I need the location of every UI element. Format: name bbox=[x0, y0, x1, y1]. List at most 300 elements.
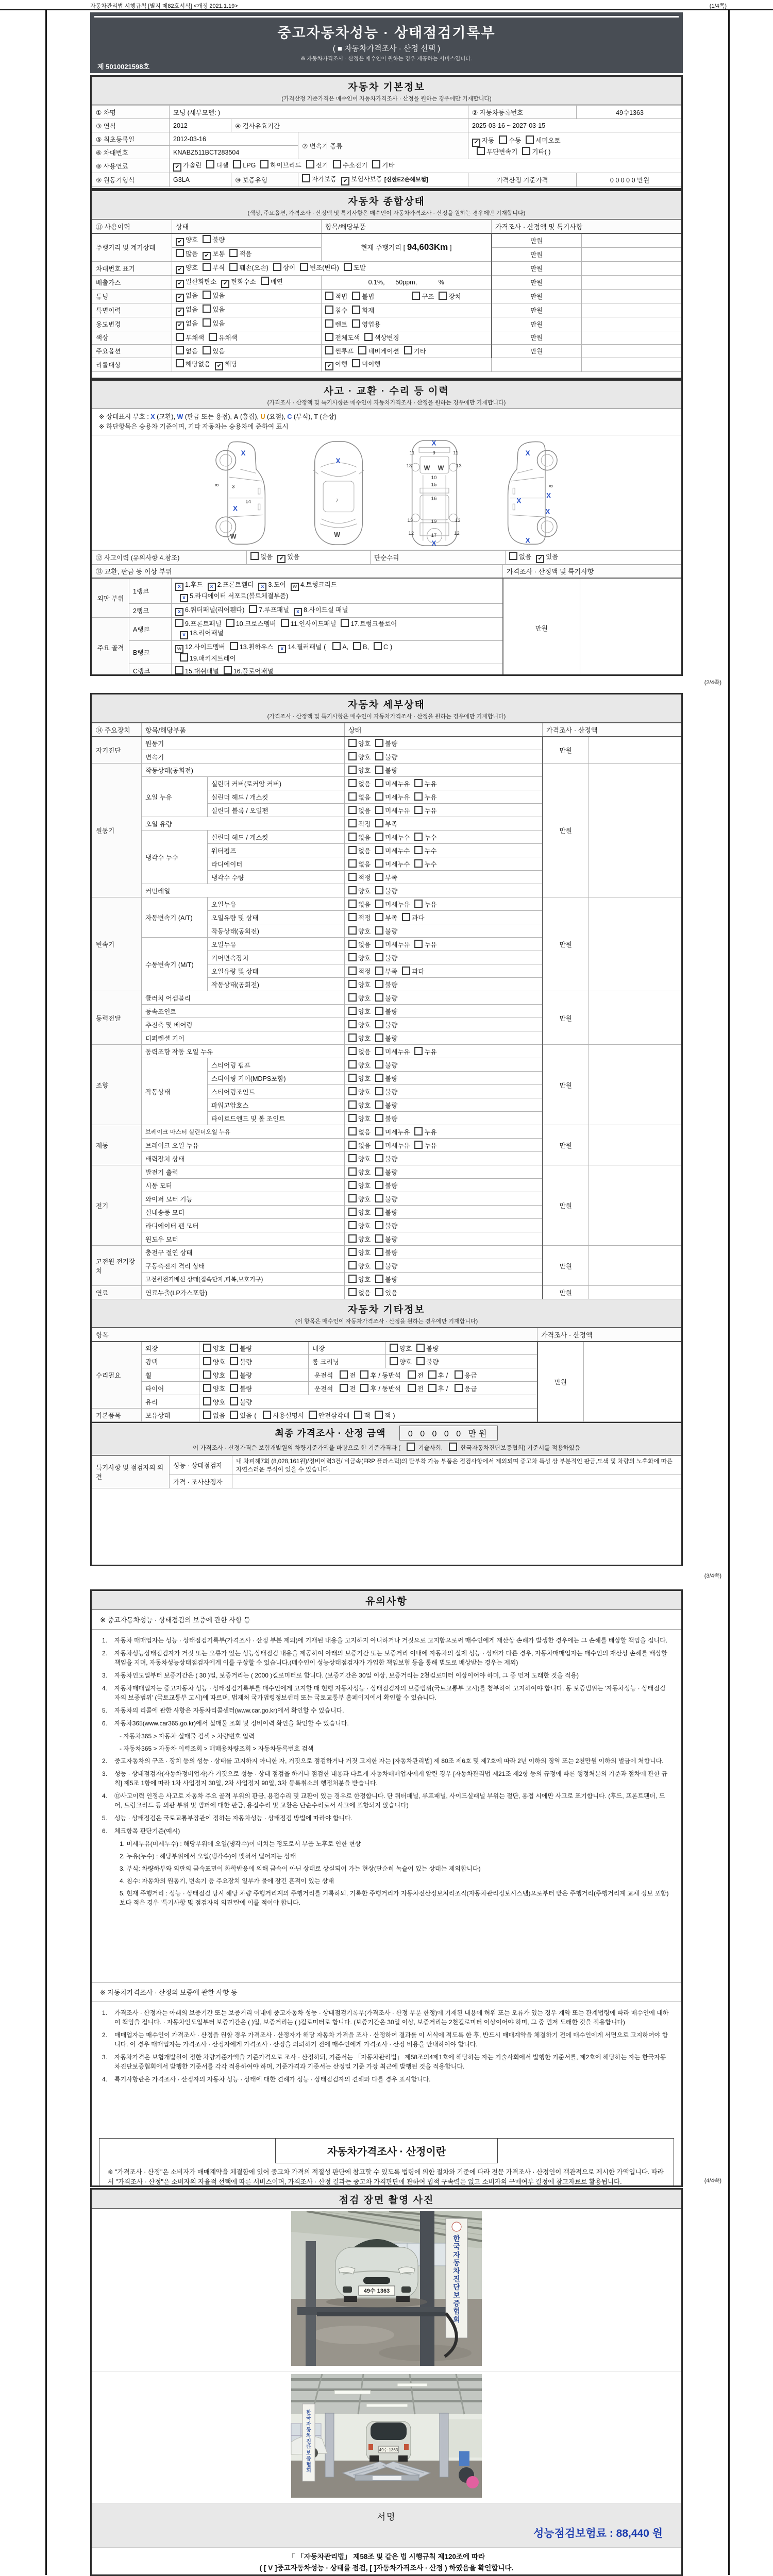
cell: 2012-03-16 bbox=[170, 132, 298, 146]
checkbox[interactable] bbox=[325, 292, 333, 300]
checkbox[interactable]: x bbox=[278, 645, 286, 653]
checkbox[interactable] bbox=[509, 552, 517, 560]
checkbox[interactable] bbox=[414, 859, 423, 868]
checkbox[interactable] bbox=[230, 1411, 238, 1419]
checkbox[interactable] bbox=[176, 333, 184, 341]
checkbox-label: 없음 bbox=[358, 807, 371, 815]
checkbox[interactable] bbox=[341, 619, 349, 627]
checkbox[interactable] bbox=[375, 1127, 383, 1136]
checkbox[interactable] bbox=[375, 792, 383, 801]
checkbox[interactable] bbox=[416, 1357, 425, 1365]
checkbox[interactable]: ✔ bbox=[176, 266, 184, 274]
notice-item bbox=[102, 1636, 671, 1645]
checkbox[interactable] bbox=[348, 1248, 357, 1256]
checkbox-label: 불량 bbox=[385, 994, 398, 1002]
checkbox[interactable] bbox=[226, 619, 234, 627]
checkbox[interactable] bbox=[300, 263, 308, 271]
checkbox[interactable] bbox=[375, 1234, 383, 1243]
checkbox[interactable] bbox=[230, 1397, 238, 1405]
checkbox[interactable] bbox=[414, 1047, 423, 1055]
cell: 등속조인트 bbox=[142, 1005, 345, 1018]
checkbox[interactable] bbox=[375, 833, 383, 841]
checkbox[interactable] bbox=[402, 967, 410, 975]
checkbox[interactable] bbox=[260, 160, 268, 168]
checkbox[interactable]: x bbox=[175, 608, 183, 616]
checkbox-label: 유채색 bbox=[219, 334, 238, 342]
checkbox[interactable]: x bbox=[180, 631, 188, 639]
table-row bbox=[92, 289, 683, 303]
checkbox[interactable]: x bbox=[208, 583, 216, 591]
checkbox[interactable] bbox=[203, 1384, 211, 1392]
checkbox[interactable] bbox=[402, 913, 410, 921]
cell bbox=[172, 358, 322, 371]
checkbox[interactable] bbox=[203, 1370, 211, 1379]
checkbox[interactable] bbox=[348, 873, 357, 881]
checkbox[interactable] bbox=[348, 859, 357, 868]
checkbox[interactable] bbox=[375, 967, 383, 975]
checkbox[interactable] bbox=[375, 886, 383, 894]
checkbox[interactable] bbox=[176, 359, 184, 367]
checkbox[interactable] bbox=[375, 859, 383, 868]
checkbox[interactable] bbox=[348, 1194, 357, 1202]
checkbox[interactable] bbox=[375, 1181, 383, 1189]
checkbox[interactable] bbox=[176, 249, 184, 257]
checkbox[interactable] bbox=[414, 940, 423, 948]
checkbox[interactable] bbox=[348, 792, 357, 801]
checkbox[interactable] bbox=[375, 739, 383, 747]
text: ( bbox=[324, 643, 326, 651]
cell bbox=[172, 303, 322, 317]
checkbox[interactable] bbox=[348, 980, 357, 988]
checkbox[interactable] bbox=[348, 846, 357, 854]
table-row bbox=[92, 358, 683, 371]
checkbox[interactable] bbox=[344, 263, 352, 271]
table bbox=[92, 723, 683, 1299]
checkbox[interactable] bbox=[352, 359, 360, 367]
checkbox[interactable] bbox=[348, 926, 357, 935]
photo-front-illustration bbox=[291, 2211, 482, 2366]
checkbox[interactable] bbox=[414, 1127, 423, 1136]
cell: 연료 bbox=[92, 1286, 142, 1299]
cell bbox=[199, 1382, 309, 1395]
checkbox[interactable] bbox=[374, 642, 382, 650]
checkbox[interactable] bbox=[348, 1127, 357, 1136]
checkbox[interactable] bbox=[263, 1411, 271, 1419]
checkbox[interactable] bbox=[348, 1033, 357, 1042]
checkbox[interactable] bbox=[332, 642, 341, 650]
checkbox[interactable] bbox=[348, 1154, 357, 1162]
checkbox[interactable] bbox=[375, 1194, 383, 1202]
checkbox[interactable] bbox=[348, 886, 357, 894]
checkbox[interactable] bbox=[348, 1047, 357, 1055]
cell: 작동상태(공회전) bbox=[208, 924, 345, 938]
overall-state-header bbox=[92, 191, 681, 219]
checkbox[interactable] bbox=[375, 900, 383, 908]
checkbox[interactable]: ✔ bbox=[325, 362, 333, 370]
checkbox[interactable] bbox=[348, 993, 357, 1002]
cell bbox=[345, 951, 543, 964]
checkbox[interactable] bbox=[375, 1114, 383, 1122]
checkbox-label: 양호 bbox=[358, 753, 371, 761]
text: / bbox=[446, 1371, 448, 1379]
checkbox[interactable] bbox=[249, 605, 257, 613]
checkbox[interactable] bbox=[449, 1443, 457, 1451]
checkbox[interactable] bbox=[375, 846, 383, 854]
checkbox[interactable] bbox=[348, 953, 357, 961]
checkbox[interactable] bbox=[390, 1357, 398, 1365]
checkbox[interactable] bbox=[375, 873, 383, 881]
checkbox[interactable] bbox=[348, 1074, 357, 1082]
checkbox-label: 양호 bbox=[213, 1371, 226, 1379]
checkbox[interactable]: x bbox=[180, 594, 188, 602]
checkbox[interactable] bbox=[325, 346, 333, 354]
checkbox[interactable] bbox=[428, 1384, 436, 1392]
column-header: 가격조사 · 산정액 bbox=[543, 723, 683, 737]
final-price-label: 최종 가격조사 · 산정 금액 bbox=[275, 1428, 386, 1438]
checkbox[interactable] bbox=[273, 263, 281, 271]
cell bbox=[582, 289, 683, 303]
section-basic-info bbox=[90, 75, 683, 190]
checkbox[interactable]: x bbox=[294, 608, 302, 616]
checkbox[interactable] bbox=[375, 752, 383, 760]
checkbox[interactable] bbox=[348, 1087, 357, 1095]
checkbox[interactable] bbox=[209, 333, 217, 341]
checkbox[interactable] bbox=[176, 346, 184, 354]
checkbox[interactable] bbox=[414, 1141, 423, 1149]
text: X bbox=[150, 413, 155, 420]
checkbox[interactable] bbox=[230, 1344, 238, 1352]
column-header: 항목/해당부품 bbox=[322, 220, 492, 233]
checkbox[interactable] bbox=[354, 1411, 362, 1419]
checkbox[interactable] bbox=[203, 291, 211, 299]
cell: ⑤ 최초등록일 bbox=[92, 132, 170, 146]
checkbox-label: 양호 bbox=[358, 767, 371, 774]
checkbox[interactable] bbox=[375, 779, 383, 787]
checkbox[interactable] bbox=[375, 1275, 383, 1283]
checkbox[interactable] bbox=[340, 1384, 348, 1392]
checkbox[interactable]: ✔ bbox=[472, 139, 480, 147]
checkbox[interactable] bbox=[412, 292, 420, 300]
checkbox[interactable] bbox=[375, 913, 383, 921]
checkbox[interactable] bbox=[522, 147, 530, 155]
text: W bbox=[177, 413, 183, 420]
checkbox[interactable] bbox=[348, 1275, 357, 1283]
checkbox[interactable] bbox=[348, 940, 357, 948]
checkbox[interactable] bbox=[325, 319, 333, 328]
checkbox[interactable] bbox=[375, 1221, 383, 1229]
checkbox-label: 부족 bbox=[385, 820, 398, 828]
price-survey-definition-title: 자동차가격조사 · 산정이란 bbox=[275, 2138, 498, 2163]
checkbox[interactable] bbox=[180, 653, 188, 662]
checkbox[interactable] bbox=[348, 819, 357, 827]
car-diagram-v4 bbox=[497, 438, 564, 548]
checkbox[interactable] bbox=[428, 1370, 436, 1379]
lift-post-left bbox=[306, 2241, 316, 2366]
checkbox[interactable] bbox=[348, 1261, 357, 1269]
notice-subitem: 1. 미세누유(미세누수) : 해당부위에 오일(냉각수)이 비치는 정도로서 부품 노후로 인한 현상 bbox=[120, 1840, 361, 1848]
checkbox-label: 불량 bbox=[385, 1209, 398, 1216]
checkbox[interactable] bbox=[352, 319, 360, 328]
checkbox-label: 불량 bbox=[240, 1385, 253, 1393]
checkbox[interactable]: ✔ bbox=[176, 294, 184, 302]
checkbox-label: 미세누유 bbox=[385, 793, 410, 801]
checkbox[interactable] bbox=[348, 752, 357, 760]
checkbox[interactable] bbox=[325, 333, 333, 341]
checkbox[interactable] bbox=[348, 766, 357, 774]
checkbox[interactable] bbox=[348, 900, 357, 908]
checkbox[interactable] bbox=[375, 1047, 383, 1055]
checkbox[interactable] bbox=[360, 1384, 368, 1392]
checkbox[interactable]: ✔ bbox=[176, 280, 184, 288]
checkbox-label: 잭 bbox=[364, 1412, 371, 1419]
checkbox[interactable] bbox=[375, 1020, 383, 1028]
checkbox[interactable] bbox=[375, 1060, 383, 1069]
text: (판금 또는 용접), bbox=[183, 413, 234, 420]
panel-number: 7 bbox=[335, 497, 339, 503]
checkbox[interactable] bbox=[375, 1074, 383, 1082]
checkbox[interactable]: w bbox=[175, 645, 183, 653]
checkbox[interactable] bbox=[348, 1234, 357, 1243]
checkbox-label: 적정 bbox=[358, 820, 371, 828]
checkbox[interactable] bbox=[375, 766, 383, 774]
checkbox[interactable] bbox=[229, 249, 238, 257]
damage-mark-w: W bbox=[438, 464, 444, 472]
regulation-note: 자동차관리법 시행규칙 [별지 제82호서식] <개정 2021.1.19> bbox=[90, 3, 238, 9]
checkbox[interactable] bbox=[414, 779, 423, 787]
checkbox[interactable] bbox=[375, 1007, 383, 1015]
cell bbox=[345, 764, 543, 777]
checkbox[interactable] bbox=[526, 135, 534, 144]
checkbox[interactable] bbox=[175, 666, 183, 674]
checkbox[interactable] bbox=[348, 1020, 357, 1028]
checkbox[interactable] bbox=[375, 806, 383, 814]
checkbox[interactable] bbox=[408, 1370, 416, 1379]
checkbox[interactable] bbox=[348, 1060, 357, 1069]
checkbox[interactable] bbox=[348, 739, 357, 747]
cell: 만원 bbox=[503, 578, 580, 676]
checkbox[interactable]: x bbox=[258, 583, 266, 591]
checkbox[interactable] bbox=[416, 1344, 425, 1352]
checkbox[interactable] bbox=[499, 135, 507, 144]
checkbox[interactable] bbox=[230, 642, 238, 650]
checkbox[interactable] bbox=[325, 306, 333, 314]
checkbox[interactable] bbox=[375, 980, 383, 988]
checkbox[interactable] bbox=[414, 833, 423, 841]
checkbox[interactable] bbox=[404, 346, 412, 354]
checkbox[interactable] bbox=[203, 1397, 211, 1405]
checkbox-label: 미세누수 bbox=[385, 847, 410, 855]
cell bbox=[345, 1139, 543, 1152]
checkbox[interactable] bbox=[375, 1154, 383, 1162]
checkbox[interactable] bbox=[348, 1100, 357, 1109]
cell bbox=[582, 261, 683, 275]
checkbox[interactable] bbox=[375, 1033, 383, 1042]
checkbox[interactable]: ✔ bbox=[173, 163, 181, 172]
table-row bbox=[92, 220, 683, 233]
checkbox[interactable] bbox=[372, 160, 380, 168]
checkbox[interactable]: x bbox=[175, 583, 183, 591]
checkbox[interactable] bbox=[390, 1344, 398, 1352]
checkbox[interactable] bbox=[348, 1114, 357, 1122]
checkbox[interactable] bbox=[203, 235, 211, 243]
checkbox[interactable] bbox=[340, 1370, 348, 1379]
checkbox[interactable] bbox=[375, 1100, 383, 1109]
cell: 원동기 bbox=[142, 737, 345, 750]
checkbox[interactable]: ✔ bbox=[176, 238, 184, 246]
checkbox[interactable]: ✔ bbox=[176, 308, 184, 316]
checkbox-label: 후 bbox=[370, 1371, 377, 1379]
license-plate-text: 49수 1363 bbox=[363, 2288, 390, 2294]
checkbox[interactable] bbox=[230, 1357, 238, 1365]
checkbox[interactable] bbox=[306, 160, 314, 168]
checkbox[interactable] bbox=[230, 1370, 238, 1379]
checkbox[interactable]: ✔ bbox=[277, 555, 285, 563]
cell: 튜닝 bbox=[92, 289, 172, 303]
text: (부식), bbox=[292, 413, 314, 420]
checkbox[interactable] bbox=[233, 160, 241, 168]
checkbox[interactable] bbox=[414, 806, 423, 814]
cell: 커먼레일 bbox=[142, 884, 345, 897]
checkbox[interactable] bbox=[358, 346, 366, 354]
checkbox[interactable] bbox=[414, 900, 423, 908]
checkbox[interactable] bbox=[333, 160, 341, 168]
checkbox[interactable] bbox=[348, 833, 357, 841]
cell: 충전구 절연 상태 bbox=[142, 1246, 345, 1259]
checkbox[interactable] bbox=[439, 292, 447, 300]
cell bbox=[345, 1125, 543, 1139]
cell bbox=[345, 964, 543, 978]
checkbox[interactable]: ✔ bbox=[536, 555, 544, 563]
checkbox[interactable] bbox=[375, 1141, 383, 1149]
damage-mark-x: X bbox=[545, 507, 550, 515]
checkbox[interactable] bbox=[203, 1357, 211, 1365]
checkbox-label: 누유 bbox=[424, 1048, 437, 1056]
table-row bbox=[92, 261, 683, 275]
checkbox-label: 없음 bbox=[519, 553, 532, 561]
checkbox-label: 없음 bbox=[186, 319, 198, 327]
checkbox[interactable] bbox=[229, 263, 238, 271]
checkbox[interactable] bbox=[348, 1007, 357, 1015]
page-marker-3: (3/4쪽) bbox=[704, 1573, 721, 1579]
checkbox[interactable] bbox=[352, 292, 360, 300]
checkbox[interactable] bbox=[455, 1370, 463, 1379]
checkbox[interactable]: ✔ bbox=[221, 280, 229, 288]
checkbox[interactable]: w bbox=[291, 583, 299, 591]
checkbox-label: 불량 bbox=[385, 927, 398, 935]
checkbox[interactable]: ✔ bbox=[176, 321, 184, 330]
cell: 실린더 블록 / 오일팬 bbox=[208, 804, 345, 817]
checkbox[interactable]: ✔ bbox=[203, 252, 211, 260]
checkbox[interactable] bbox=[302, 174, 310, 182]
checkbox-label: 부식 bbox=[212, 264, 225, 272]
checkbox-label: 양호 bbox=[358, 1168, 371, 1176]
checkbox[interactable] bbox=[348, 779, 357, 787]
checkbox-label: 불량 bbox=[240, 1398, 253, 1406]
checkbox[interactable] bbox=[203, 263, 211, 271]
checkbox[interactable] bbox=[364, 333, 373, 341]
checkbox[interactable] bbox=[224, 666, 232, 674]
cell: 모닝 (세부모델: ) bbox=[170, 106, 468, 119]
checkbox[interactable] bbox=[375, 1208, 383, 1216]
table-row bbox=[92, 317, 683, 331]
checkbox[interactable] bbox=[261, 277, 269, 285]
cell bbox=[345, 1192, 543, 1206]
checkbox[interactable] bbox=[375, 940, 383, 948]
cell bbox=[172, 261, 492, 275]
cell: 윈도우 모터 bbox=[142, 1232, 345, 1246]
checkbox[interactable] bbox=[348, 806, 357, 814]
checkbox[interactable]: ✔ bbox=[215, 362, 223, 370]
checkbox[interactable] bbox=[375, 1411, 383, 1419]
checkbox[interactable] bbox=[375, 993, 383, 1002]
checkbox[interactable] bbox=[309, 1411, 317, 1419]
checkbox[interactable] bbox=[281, 619, 289, 627]
title-rule bbox=[94, 16, 679, 18]
checkbox[interactable] bbox=[375, 1248, 383, 1256]
checkbox-label: 응급 bbox=[464, 1385, 477, 1393]
checkbox[interactable] bbox=[348, 1181, 357, 1189]
cell bbox=[322, 233, 492, 262]
checkbox[interactable] bbox=[348, 913, 357, 921]
text: 이 가격조사 · 산정가격은 보험개발원의 차량기준가액을 바탕으로 한 기준가격과 ( bbox=[193, 1445, 402, 1451]
checkbox[interactable] bbox=[375, 926, 383, 935]
checkbox-label: 보통 bbox=[212, 250, 225, 258]
checkbox[interactable] bbox=[175, 619, 183, 627]
checkbox[interactable] bbox=[348, 967, 357, 975]
checkbox[interactable] bbox=[407, 1443, 415, 1451]
checkbox[interactable] bbox=[414, 846, 423, 854]
cell: 만원 bbox=[543, 1246, 589, 1286]
checkbox[interactable] bbox=[230, 1384, 238, 1392]
checkbox[interactable] bbox=[348, 1167, 357, 1176]
cell bbox=[172, 289, 322, 303]
checkbox[interactable] bbox=[408, 1384, 416, 1392]
checkbox[interactable] bbox=[203, 304, 211, 313]
checkbox[interactable] bbox=[375, 1087, 383, 1095]
checkbox[interactable] bbox=[375, 1288, 383, 1296]
checkbox[interactable] bbox=[250, 552, 259, 560]
checkbox[interactable] bbox=[375, 953, 383, 961]
cell bbox=[345, 1072, 543, 1085]
checkbox[interactable] bbox=[203, 1344, 211, 1352]
checkbox[interactable] bbox=[352, 306, 360, 314]
checkbox[interactable] bbox=[477, 147, 485, 155]
checkbox[interactable] bbox=[203, 1411, 211, 1419]
checkbox[interactable] bbox=[206, 160, 214, 168]
checkbox[interactable] bbox=[348, 1288, 357, 1296]
checkbox-label: 자가보증 bbox=[312, 176, 337, 183]
notice-number: 4. bbox=[102, 1685, 108, 1692]
checkbox[interactable]: ✔ bbox=[341, 177, 349, 185]
checkbox-label: 있음 bbox=[212, 306, 225, 313]
checkbox[interactable] bbox=[353, 642, 361, 650]
checkbox-label: 양호 bbox=[186, 236, 198, 244]
checkbox[interactable] bbox=[375, 1261, 383, 1269]
checkbox[interactable] bbox=[203, 346, 211, 354]
column-header: ⑭ 주요장치 bbox=[92, 723, 142, 737]
checkbox[interactable] bbox=[375, 819, 383, 827]
checkbox[interactable] bbox=[360, 1370, 368, 1379]
checkbox[interactable] bbox=[375, 1167, 383, 1176]
checkbox[interactable] bbox=[348, 1141, 357, 1149]
checkbox[interactable] bbox=[455, 1384, 463, 1392]
status-code-legend bbox=[92, 409, 681, 435]
checkbox[interactable] bbox=[414, 792, 423, 801]
checkbox[interactable] bbox=[203, 318, 211, 327]
checkbox[interactable] bbox=[348, 1208, 357, 1216]
checkbox-label: 있음 bbox=[385, 1289, 398, 1297]
checkbox[interactable] bbox=[348, 1221, 357, 1229]
